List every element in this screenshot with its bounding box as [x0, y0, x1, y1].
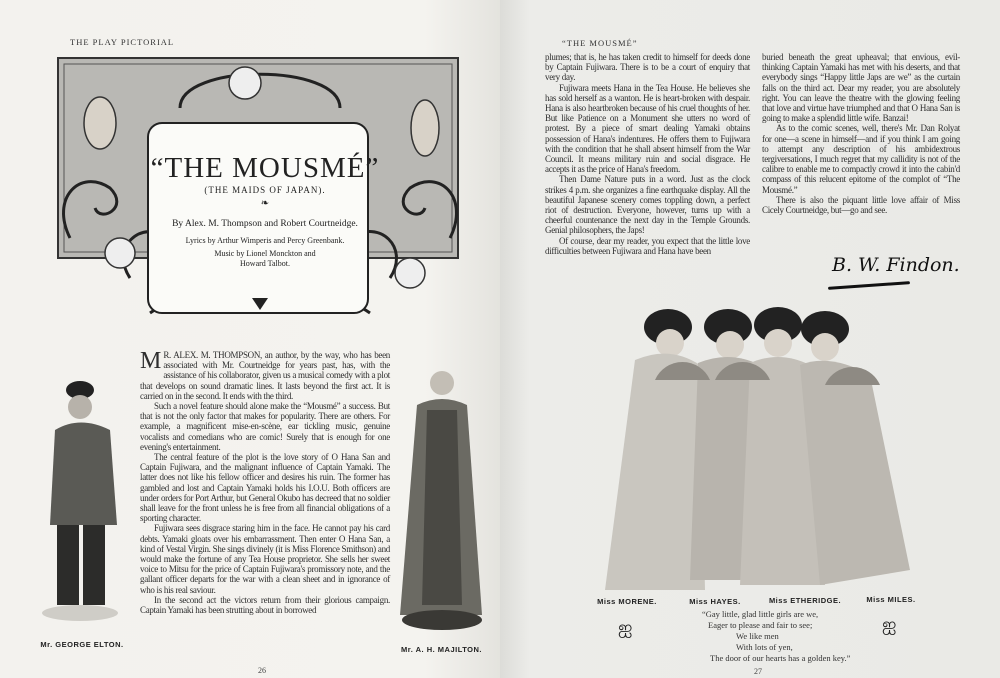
cherub-icon	[229, 67, 261, 99]
caption-miss-miles: Miss MILES.	[866, 595, 916, 604]
paragraph: As to the comic scenes, well, there's Mr. Dan Rolyat for one—a scene in himself—and if you think I am going to attempt any description of his ambidextrous tergiversations, I much regret that my callidity is not of the calibre to enable me to compactly crowd it into the cabin'd compass of this relucent epitome of the complot of “The Mousmé.”	[762, 123, 960, 195]
paragraph: Then Dame Nature puts in a word. Just as the clock strikes 4 p.m. she organizes a fine earthquake display. All the beautiful Japanese scenery comes toppling down, a perfect riot of destruction. Everyone, however, turns up with a cheerful countenance the next day in the Temple Grounds. Genial philosophers, the Japs!	[545, 174, 750, 236]
paragraph: Of course, dear my reader, you expect that the little love difficulties between Fujiwara and Hana have been	[545, 235, 750, 256]
paragraph: In the second act the victors return from their glorious campaign. Captain Yamaki has been strutting about in borrowed	[140, 594, 390, 616]
verse-line: With lots of yen,	[736, 642, 793, 652]
byline: By Alex. M. Thompson and Robert Courtneidge.	[172, 219, 358, 229]
paragraph: Fujiwara meets Hana in the Tea House. He believes she has sold herself as a wanton. He is heart-broken with despair. Hana is also heartbroken because of his cruel thoughts of her. But like Patience on a Monument she utters no word of protest. By a piece of smart dealing Yamaki obtains possession of Hana's indentures. He offers them to Fujiwara with the condition that he shall absent himself from the War Council. It means military ruin and social disgrace. He accepts it as the price of Hana's freedom.	[545, 82, 750, 175]
paragraph: R. ALEX. M. THOMPSON, an author, by the way, who has been associated with Mr. Courtneidge for years past, has, with the assistance of his collaborator, given us a musical comedy with a plot that develops on sound dramatic lines. It lasts beyond the first act. It is carried on in the second. It ends with the third.	[140, 350, 390, 401]
page-number: 27	[754, 667, 762, 676]
music-credit-2: Howard Talbot.	[240, 259, 290, 268]
photo-george-elton	[35, 365, 135, 630]
ornament-icon: ஐ	[882, 614, 897, 634]
right-page	[500, 0, 1000, 678]
photo-ah-majilton	[392, 365, 487, 640]
paragraph: buried beneath the great upheaval; that envious, evil-thinking Captain Yamaki has met with his deserts, and that everybody sings “Happy little Japs are we” as the curtain falls on the third act. Dear my reader, you are absolutely right. You can leave the theatre with the glowing feeling that love and virtue have triumphed and that O Hana San is going to make a splendid little wife. Banzai!	[762, 52, 960, 124]
article-body-col-2	[762, 52, 960, 215]
verse	[702, 609, 850, 664]
paragraph: There is also the piquant little love affair of Miss Cicely Courtneidge, but—go and see.	[762, 194, 960, 216]
caption-miss-hayes: Miss HAYES.	[689, 597, 741, 606]
music-credit: Music by Lionel Monckton and	[214, 249, 316, 258]
article-title: “THE MOUSMÉ”	[150, 152, 380, 184]
paragraph: Fujiwara sees disgrace staring him in the face. He cannot pay his card debts. Yamaki gloats over his embarrassment. Then enter O Hana San, a kind of Vestal Virgin. She sings divinely (it is Miss Florence Smithson) and would make the fortune of any Tea House proprietor. She sells her sweet voice to Mitsu for the price of Captain Fujiwara's promissory note, and the gallant officer departs for the war with a clean sheet and in ignorance of who is his real saviour.	[140, 523, 390, 595]
verse-line: “Gay little, glad little girls are we,	[702, 609, 819, 619]
verse-line: We like men	[736, 631, 779, 641]
ornament-icon: ஐ	[618, 617, 633, 637]
page-number: 26	[258, 666, 266, 675]
signature: B. W. Findon.	[832, 254, 960, 276]
paragraph: plumes; that is, he has taken credit to himself for deeds done by Captain Fujiwara. There is to be a court of enquiry that very day.	[545, 52, 750, 83]
lyrics-credit: Lyrics by Arthur Wimperis and Percy Greenbank.	[185, 236, 345, 245]
article-body-left	[140, 350, 390, 615]
running-head: “THE MOUSMÉ”	[562, 38, 638, 48]
caption-george-elton: Mr. GEORGE ELTON.	[40, 640, 124, 649]
caption-ah-majilton: Mr. A. H. MAJILTON.	[400, 645, 483, 654]
paragraph: The central feature of the plot is the love story of O Hana San and Captain Fujiwara, and the malignant influence of Captain Yamaki. The latter does not like his fellow officer and desires his ruin. The former has gambled and lost and Captain Yamaki holds his I.O.U. Both officers are under orders for Port Arthur, but General Okubo has decreed that no soldier shall leave for the front unless he is free from all financial obligations of a sporting character.	[140, 452, 390, 524]
photo-four-maids	[580, 305, 940, 593]
ornament-icon: ❧	[260, 198, 270, 209]
running-head: THE PLAY PICTORIAL	[70, 37, 175, 47]
caption-miss-etheridge: Miss ETHERIDGE.	[768, 596, 842, 605]
article-subtitle: (THE MAIDS OF JAPAN).	[204, 185, 326, 195]
article-body-col-1	[545, 52, 750, 256]
verse-line: Eager to please and fair to see;	[708, 620, 813, 630]
caption-miss-morene: Miss MORENE.	[597, 597, 657, 606]
signature-underline	[828, 281, 910, 290]
paragraph: Such a novel feature should alone make the “Mousmé” a success. But that is not the only factor that makes for popularity. There are others. For example, a magnificent mise-en-scène, ear tickling music, genuine vocalists and comedians who are comic! Surely that is enough for one evening's entertainment.	[140, 401, 390, 452]
verse-line: The door of our hearts has a golden key.”	[710, 653, 851, 663]
drop-cap: M	[140, 348, 162, 374]
